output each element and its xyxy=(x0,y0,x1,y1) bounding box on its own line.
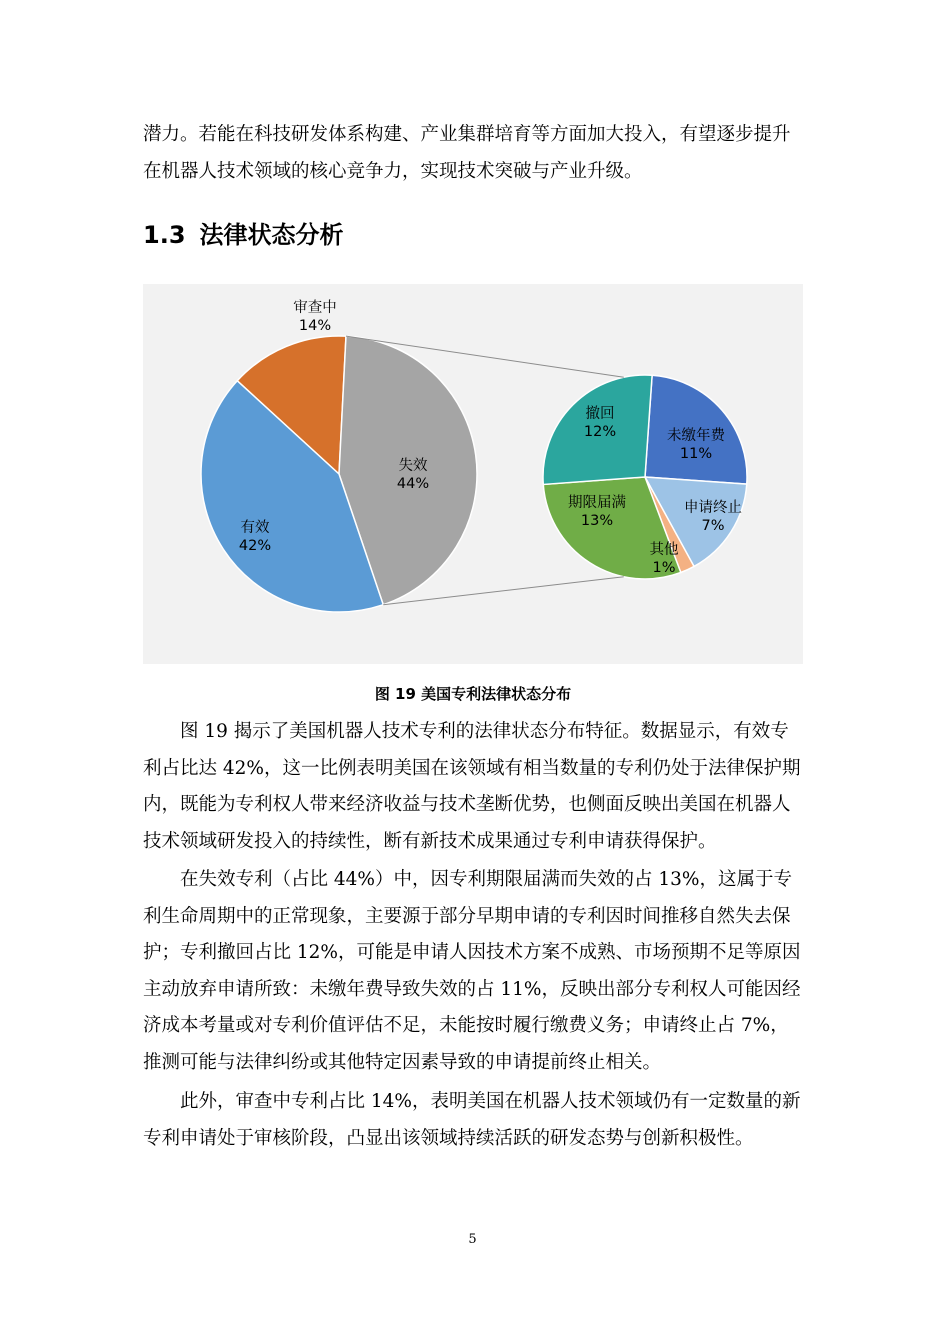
main-label-审查中: 审查中 14% xyxy=(293,300,337,334)
intro-paragraph: 潜力。若能在科技研发体系构建、产业集群培育等方面加大投入，有望逐步提升在机器人技术领域的核心竞争力，实现技术突破与产业升级。 xyxy=(143,124,791,182)
main-label-失效: 失效 44% xyxy=(396,458,430,492)
pie-of-pie-chart xyxy=(143,284,803,664)
paragraph-2: 在失效专利（占比 44%）中，因专利期限届满而失效的占 13%，这属于专利生命周期中的正常现象，主要源于部分早期申请的专利因时间推移自然失去保护；专利撤回占比 12%，可能是申请人因技术方案不成熟、市场预期不足等原因主动放弃申请所致：未缴年费导致失效的占 11%，反映出部分专利权人可能因经济成本考量或对专利价值评估不足，未能按时履行缴费义务；申请终止占 7%，推测可能与法律纠纷或其他特定因素导致的申请提前终止相关。 xyxy=(143,869,801,1073)
chart-canvas xyxy=(143,284,803,664)
sub-label-其他: 其他 1% xyxy=(649,542,679,576)
sub-label-期限届满: 期限届满 13% xyxy=(568,495,626,529)
paragraph-1: 图 19 揭示了美国机器人技术专利的法律状态分布特征。数据显示，有效专利占比达 42%，这一比例表明美国在该领域有相当数量的专利仍处于法律保护期内，既能为专利权人带来经济收益与技术垄断优势，也侧面反映出美国在机器人技术领域研发投入的持续性，断有新技术成果通过专利申请获得保护。 xyxy=(143,721,801,852)
section-title: 法律状态分析 xyxy=(199,221,344,249)
sub-label-撤回: 撤回 12% xyxy=(583,406,617,440)
figure-caption: 图 19 美国专利法律状态分布 xyxy=(374,685,572,703)
sub-label-未缴年费: 未缴年费 11% xyxy=(667,428,725,462)
section-number: 1.3 xyxy=(143,221,186,249)
page-number: 5 xyxy=(468,1232,477,1247)
section-heading xyxy=(143,215,344,250)
paragraph-3: 此外，审查中专利占比 14%，表明美国在机器人技术领域仍有一定数量的新专利申请处于审核阶段，凸显出该领域持续活跃的研发态势与创新积极性。 xyxy=(143,1091,801,1149)
sub-label-申请终止: 申请终止 7% xyxy=(684,500,742,534)
main-label-有效: 有效 42% xyxy=(238,520,272,554)
